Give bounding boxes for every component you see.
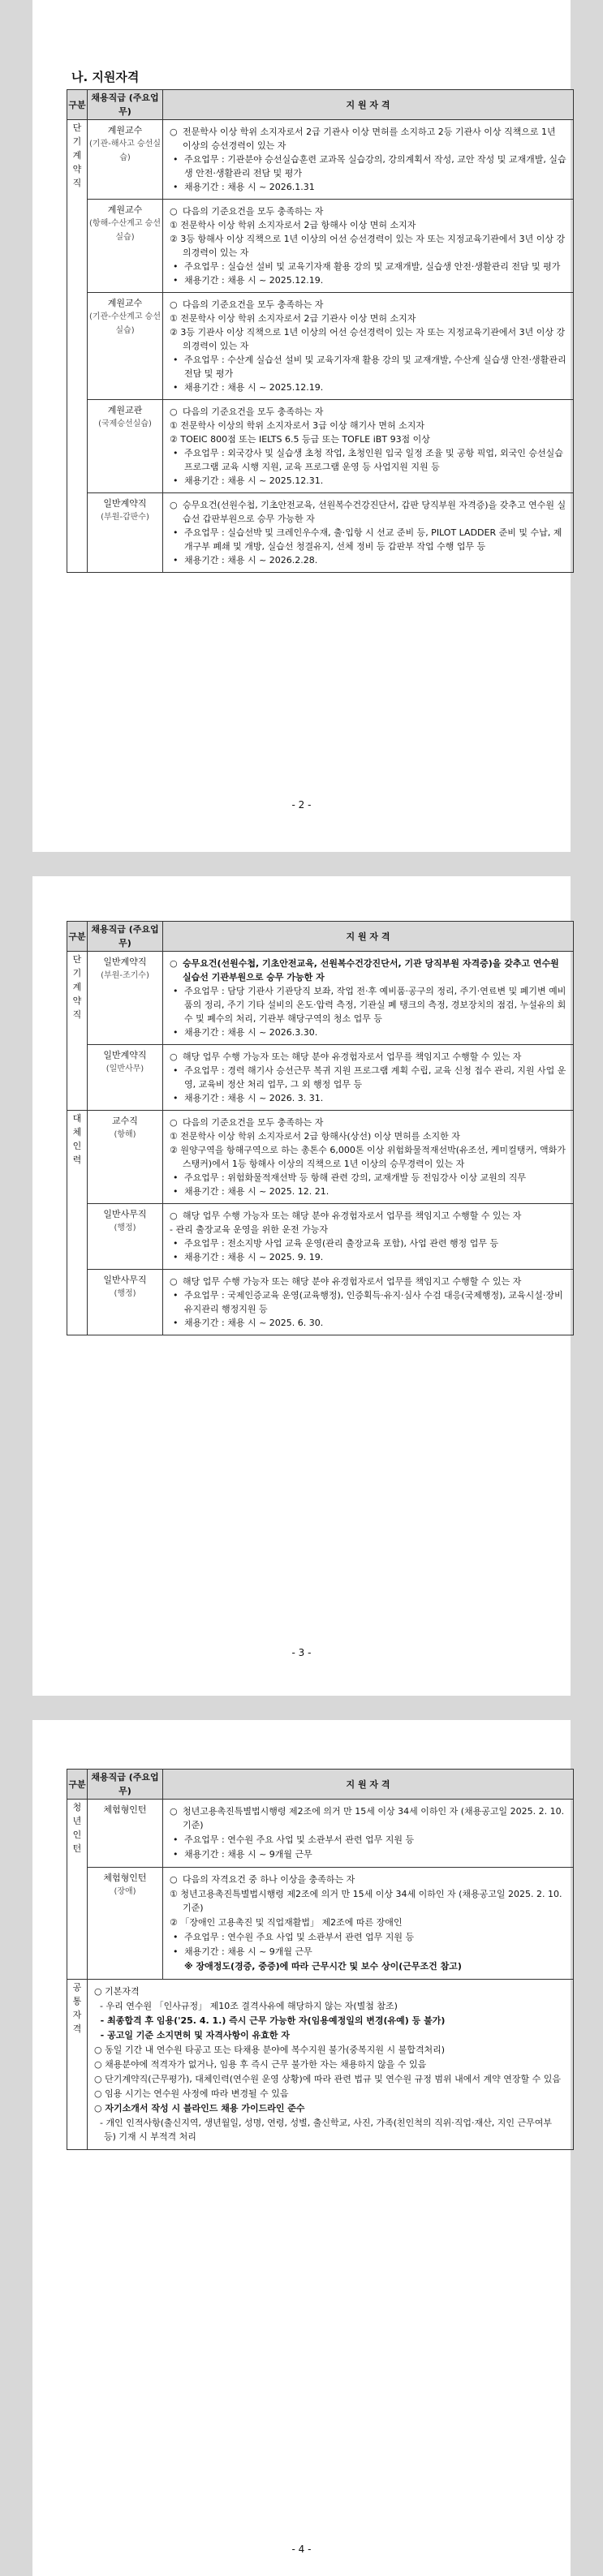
requirement-line: ① 전문학사 이상 학위 소지자로서 2급 항해사(상선) 이상 면허를 소지한 자 [170,1131,460,1142]
category-char: 인 [72,1141,82,1151]
common-requirement-line: - 공고일 기준 소지면허 및 자격사항이 유효한 자 [94,2030,290,2041]
requirement-text: 해당 업무 수행 가능자 또는 해당 분야 유경험자로서 업무를 책임지고 수행할 수 있는 자 [183,1051,522,1062]
header-category: 구분 [67,90,88,120]
circle-marker-icon: ○ [170,958,178,969]
page-number: - 4 - [291,2544,312,2555]
category-char: 청 [72,1802,82,1813]
requirement-text: 채용기간 : 채용 시 ~ 2025.12.31. [184,475,324,486]
circle-marker-icon: ○ [170,406,178,417]
requirement-bullet [170,1847,566,1861]
common-requirement-line: ○ 채용분야에 적격자가 없거나, 임용 후 즉시 근무 불가한 자는 채용하지 않을 수 있음 [94,2059,427,2070]
requirement-heading [170,1116,566,1129]
position-cell [88,1045,163,1111]
requirements-table-1 [67,89,574,573]
requirement-text: 주요업무 : 국제인증교육 운영(교육행정), 인증획득·유지·심사 수검 대응(국제행정), 교육시설·장비 유지관리 행정지원 등 [184,1290,563,1314]
page-number: - 3 - [291,1647,312,1658]
common-qualification-cell [88,1980,574,2150]
circle-marker-icon: ○ [170,299,178,310]
position-title: 일반사무직 [103,1209,147,1219]
circle-marker-icon: ○ [170,1051,178,1062]
bullet-icon: • [173,1027,179,1038]
requirement-line: - 관리 출장교육 운영을 위한 운전 가능자 [170,1224,328,1235]
requirement-text: 다음의 기준요건을 모두 충족하는 자 [183,1117,324,1128]
common-requirement-line: - 우리 연수원 「인사규정」 제10조 결격사유에 해당하지 않는 자(별첨 참조) [94,2001,398,2011]
position-cell [88,200,163,293]
requirement-bullet [170,273,566,287]
position-subtitle: (항해-수산계고 승선실습) [89,219,161,242]
requirements-table-2 [67,921,574,1335]
bullet-icon: • [173,382,179,393]
category-char: 약 [72,164,82,174]
requirement-line: ② 원양구역을 항해구역으로 하는 총톤수 6,000톤 이상 위험화물적재선박(유조선, 케미컬탱커, 액화가스탱커)에서 1등 항해사 이상의 직책으로 1년 이상의 승무경력이 있는 자 [170,1145,566,1169]
common-requirement-line: ○ 임용 시기는 연수원 사정에 따라 변경될 수 있음 [94,2088,289,2099]
requirement-bullet [170,1185,566,1198]
requirement-bullet [170,984,566,1026]
page-2 [32,0,571,852]
requirement-bullet [170,1064,566,1091]
common-requirement-line: ○ 자기소개서 작성 시 블라인드 채용 가이드라인 준수 [94,2103,305,2114]
bullet-icon: • [173,527,179,538]
table-row [67,120,574,200]
requirement-text: 주요업무 : 연수원 주요 사업 및 소관부서 관련 업무 지원 등 [184,1932,415,1942]
requirement-bullet [170,553,566,567]
circle-marker-icon: ○ [170,1117,178,1128]
common-requirement-line: - 개인 인적사항(출신지역, 생년월일, 성명, 연령, 성별, 출신학교, 사진, 가족(친인척의 직위·직업·재산, 지인 근무여부 등) 기재 시 부적격 처리 [94,2118,555,2142]
position-subtitle: (행정) [114,1223,136,1232]
requirement-bullet [170,446,566,474]
category-char: 체 [72,1127,82,1137]
requirement-text: 채용기간 : 채용 시 ~ 2025. 9. 19. [184,1252,324,1262]
requirement-text: 채용기간 : 채용 시 ~ 2026.1.31 [184,182,315,192]
position-subtitle: (국제승선실습) [98,419,152,428]
position-title: 일반계약직 [103,1050,147,1060]
requirement-heading [170,1209,566,1223]
requirement-heading [170,298,566,312]
category-char: 기 [72,136,82,147]
position-subtitle: (부원-갑판수) [101,513,149,522]
bullet-icon: • [173,986,179,996]
requirement-heading [170,498,566,526]
section-title: 나. 지원자격 [71,70,140,84]
table-row [67,1270,574,1335]
requirement-text: 채용기간 : 채용 시 ~ 2025.12.19. [184,275,324,286]
requirement-text: 주요업무 : 연수원 주요 사업 및 소관부서 관련 업무 지원 등 [184,1834,415,1845]
circle-marker-icon: ○ [170,1806,178,1817]
common-requirement-line: ○ 단기계약직(근무평가), 대체인력(연수원 운영 상황)에 따라 관련 법규 및 연수원 규정 범위 내에서 계약 연장할 수 있음 [94,2074,561,2084]
position-cell [88,120,163,200]
qualification-cell [163,1800,574,1868]
bullet-icon: • [173,1834,179,1845]
category-cell [67,1800,88,1980]
requirement-text: 채용기간 : 채용 시 ~ 2025. 12. 21. [184,1186,329,1197]
bullet-icon: • [173,1946,179,1957]
requirements-table-3 [67,1769,574,2150]
position-cell [88,1111,163,1204]
table-row [67,1111,574,1204]
position-title: 일반사무직 [103,1275,147,1285]
position-title: 체험형인턴 [103,1804,147,1815]
requirement-text: 다음의 기준요건을 모두 충족하는 자 [183,406,324,417]
common-requirement-line: ○ 동일 기간 내 연수원 타공고 또는 타채용 분야에 복수지원 불가(중복지원 시 불합격처리) [94,2045,446,2055]
qualification-cell [163,293,574,400]
requirement-bullet [170,474,566,488]
position-title: 계원교수 [107,204,143,215]
bullet-icon: • [173,355,179,365]
category-char: 계 [72,150,82,161]
qualification-cell [163,1045,574,1111]
circle-marker-icon: ○ [170,500,178,510]
position-subtitle: (장애) [114,1887,136,1896]
requirement-text: 채용기간 : 채용 시 ~ 2026.3.30. [184,1027,318,1038]
requirement-text: 다음의 기준요건을 모두 충족하는 자 [183,299,324,310]
header-position: 채용직급 (주요업무) [88,922,163,952]
requirement-line: ② TOEIC 800점 또는 IELTS 6.5 등급 또는 TOFLE iBT 93점 이상 [170,434,430,445]
table-row [67,293,574,400]
requirement-heading [170,1050,566,1064]
requirement-line: ② 「장애인 고용촉진 및 직업재활법」 제2조에 따른 장애인 [170,1917,403,1928]
table-row [67,400,574,493]
requirement-line: ② 3등 항해사 이상 직책으로 1년 이상의 어선 승선경력이 있는 자 또는 지정교육기관에서 3년 이상 강의경력이 있는 자 [170,234,566,258]
qualification-cell [163,200,574,293]
position-cell [88,952,163,1045]
requirement-bullet [170,1930,566,1944]
qualification-cell [163,1111,574,1204]
table-row [67,1868,574,1980]
bullet-icon: • [173,1186,179,1197]
qualification-cell [163,1868,574,1980]
position-subtitle: (기관-수산계고 승선실습) [89,312,161,335]
requirement-text: 주요업무 : 전소지방 사업 교육 운영(관리 출장교육 포함), 사업 관련 행정 업무 등 [184,1238,499,1249]
position-title: 계원교관 [107,405,143,415]
requirement-line: ① 청년고용촉진특별법시행령 제2조에 의거 만 15세 이상 34세 이하인 자 (채용공고일 2025. 2. 10. 기준) [170,1889,562,1913]
category-char: 단 [72,954,82,965]
header-position: 채용직급 (주요업무) [88,1770,163,1800]
bullet-icon: • [173,555,179,566]
bullet-icon: • [173,1932,179,1942]
position-cell [88,400,163,493]
requirement-heading [170,1275,566,1288]
requirement-line: ② 3등 기관사 이상 직책으로 1년 이상의 어선 승선경력이 있는 자 또는 지정교육기관에서 3년 이상 강의경력이 있는 자 [170,327,566,351]
bullet-icon: • [173,1172,179,1183]
table-row [67,1204,574,1270]
requirement-text: 다음의 기준요건을 모두 충족하는 자 [183,206,324,217]
requirement-heading [170,1804,566,1832]
position-title: 일반계약직 [103,498,147,509]
requirement-text: 채용기간 : 채용 시 ~ 9개월 근무 [184,1849,312,1860]
requirement-text: 주요업무 : 외국강사 및 실습생 초청 작업, 초청인원 입국 일정 조율 및 공항 픽업, 외국인 승선실습 프로그램 교육 시행 지원, 교육 프로그램 운영 등 사업지원 지원 등 [184,448,563,472]
qualification-cell [163,400,574,493]
category-char: 기 [72,968,82,978]
table-row [67,493,574,573]
requirement-bullet [170,1171,566,1185]
bullet-icon: • [173,275,179,286]
category-char: 공 [72,1982,82,1993]
bullet-icon: • [173,448,179,458]
bullet-icon: • [173,1065,179,1076]
category-char: 턴 [72,1843,82,1854]
header-category: 구분 [67,1770,88,1800]
requirement-text: 주요업무 : 경력 해기사 승선근무 복귀 지원 프로그램 계획 수립, 교육 신청 접수 관리, 지원 사업 운영, 교육비 정산 처리 업무, 그 외 행정 업무 등 [184,1065,566,1090]
requirement-bullet [170,180,566,194]
position-subtitle: (항해) [114,1130,136,1139]
requirement-text: 청년고용촉진특별법시행령 제2조에 의거 만 15세 이상 34세 이하인 자 (채용공고일 2025. 2. 10. 기준) [183,1806,565,1830]
header-qualification: 지 원 자 격 [163,922,574,952]
requirement-bullet [170,1945,566,1959]
position-title: 교수직 [112,1116,138,1126]
circle-marker-icon: ○ [170,1276,178,1287]
position-cell [88,1868,163,1980]
circle-marker-icon: ○ [170,1211,178,1221]
requirement-bullet [170,381,566,394]
table-row [67,952,574,1045]
qualification-cell [163,952,574,1045]
position-subtitle: (일반사무) [106,1064,144,1073]
position-subtitle: (부원-조기수) [101,971,149,980]
page-3 [32,876,571,1696]
requirement-text: 승무요건(선원수첩, 기초안전교육, 선원복수건강진단서, 기관 당직부원 자격증)을 갖추고 연수원 실습선 기관부원으로 승무 가능한 자 [183,958,559,983]
requirement-heading [170,1873,566,1886]
qualification-cell [163,120,574,200]
requirement-heading [170,405,566,419]
requirement-bullet [170,260,566,273]
requirement-text: 채용기간 : 채용 시 ~ 2025. 6. 30. [184,1318,324,1328]
requirement-line: ① 전문학사 이상의 학위 소지자로서 3급 이상 해기사 면허 소지자 [170,420,424,431]
circle-marker-icon: ○ [170,1874,178,1885]
common-requirement-line: ○ 기본자격 [94,1986,140,1997]
requirement-bullet [170,526,566,553]
category-char: 인 [72,1830,82,1840]
bullet-icon: • [173,1093,179,1103]
requirement-text: 채용기간 : 채용 시 ~ 2025.12.19. [184,382,324,393]
requirement-bullet [170,1236,566,1250]
page-4 [32,1720,571,2576]
position-cell [88,493,163,573]
requirement-bullet [170,153,566,180]
category-char: 단 [72,123,82,133]
bullet-icon: • [173,154,179,165]
table-row [67,1800,574,1868]
requirement-text: 주요업무 : 위험화물적재선박 등 항해 관련 강의, 교재개발 등 전임강사 이상 교원의 직무 [184,1172,527,1183]
requirement-text: 승무요건(선원수첩, 기초안전교육, 선원복수건강진단서, 갑판 당직부원 자격증)을 갖추고 연수원 실습선 갑판부원으로 승무 가능한 자 [183,500,566,524]
header-category: 구분 [67,922,88,952]
requirement-text: 해당 업무 수행 가능자 또는 해당 분야 유경험자로서 업무를 책임지고 수행할 수 있는 자 [183,1211,522,1221]
bullet-icon: • [173,1252,179,1262]
category-cell [67,1111,88,1335]
requirement-text: 주요업무 : 수산계 실습선 설비 및 교육기자재 활용 강의 및 교재개발, 수산계 실습생 안전·생활관리 전담 및 평가 [184,355,566,379]
category-char: 격 [72,2023,82,2034]
position-title: 체험형인턴 [103,1873,147,1883]
position-subtitle: (기관-해사고 승선실습) [89,140,161,162]
common-requirement-line: - 최종합격 후 임용('25. 4. 1.) 즉시 근무 가능한 자(임용예정일의 변경(유예) 등 불가) [94,2015,446,2026]
requirement-line: ※ 장애정도(경증, 중증)에 따라 근무시간 및 보수 상이(근무조건 참고) [184,1961,462,1972]
requirement-line: ① 전문학사 이상 학위 소지자로서 2급 항해사 이상 면허 소지자 [170,220,416,230]
requirement-bullet [170,1026,566,1039]
requirement-heading [170,125,566,153]
table-row [67,1045,574,1111]
requirement-text: 주요업무 : 기관분야 승선실습훈련 교과목 실습강의, 강의계획서 작성, 교안 작성 및 교재개발, 실습생 안전·생활관리 전담 및 평가 [184,154,566,178]
qualification-cell [163,1270,574,1335]
header-position: 채용직급 (주요업무) [88,90,163,120]
requirement-text: 전문학사 이상 학위 소지자로서 2급 기관사 이상 면허를 소지하고 2등 기관사 이상 직책으로 1년 이상의 승선경력이 있는 자 [183,127,556,151]
requirement-text: 채용기간 : 채용 시 ~ 2026. 3. 31. [184,1093,324,1103]
category-char: 직 [72,1009,82,1020]
bullet-icon: • [173,475,179,486]
bullet-icon: • [173,1849,179,1860]
requirement-text: 해당 업무 수행 가능자 또는 해당 분야 유경험자로서 업무를 책임지고 수행할 수 있는 자 [183,1276,522,1287]
requirement-bullet [170,1091,566,1105]
bullet-icon: • [173,1238,179,1249]
category-cell [67,1980,88,2150]
bullet-icon: • [173,1290,179,1301]
bullet-icon: • [173,182,179,192]
requirement-text: 채용기간 : 채용 시 ~ 2026.2.28. [184,555,318,566]
position-subtitle: (행정) [114,1289,136,1298]
category-cell [67,952,88,1111]
requirement-heading [170,204,566,218]
position-title: 계원교수 [107,125,143,135]
qualification-cell [163,1204,574,1270]
requirement-heading [170,957,566,984]
category-char: 대 [72,1113,82,1124]
requirement-text: 채용기간 : 채용 시 ~ 9개월 근무 [184,1946,312,1957]
requirement-bullet [170,1833,566,1847]
category-char: 통 [72,1996,82,2006]
requirement-line: ① 전문학사 이상 학위 소지자로서 2급 기관사 이상 면허 소지자 [170,313,416,324]
position-cell [88,1800,163,1868]
circle-marker-icon: ○ [170,206,178,217]
requirement-text: 주요업무 : 실습선박 및 크레인우수재, 출·입항 시 선교 준비 등, PILOT LADDER 준비 및 수납, 제 개구부 폐쇄 및 개방, 실습선 청결유지, 선체 정비 등 갑판부 작업 수행 업무 등 [184,527,562,552]
category-char: 력 [72,1155,82,1165]
category-char: 자 [72,2010,82,2020]
position-cell [88,293,163,400]
position-cell [88,1270,163,1335]
requirement-bullet [170,353,566,381]
requirement-text: 주요업무 : 실습선 설비 및 교육기자재 활용 강의 및 교재개발, 실습생 안전·생활관리 전담 및 평가 [184,261,561,272]
requirement-bullet [170,1316,566,1330]
category-cell [67,120,88,573]
bullet-icon: • [173,261,179,272]
circle-marker-icon: ○ [170,127,178,137]
table-row-common [67,1980,574,2150]
position-title: 일반계약직 [103,957,147,967]
requirement-bullet [170,1288,566,1316]
bullet-icon: • [173,1318,179,1328]
position-cell [88,1204,163,1270]
category-char: 계 [72,982,82,992]
category-char: 약 [72,996,82,1006]
qualification-cell [163,493,574,573]
table-row [67,200,574,293]
category-char: 직 [72,178,82,188]
header-qualification: 지 원 자 격 [163,90,574,120]
requirement-bullet [170,1250,566,1264]
position-title: 계원교수 [107,298,143,308]
page-number: - 2 - [291,799,312,811]
requirement-text: 다음의 자격요건 중 하나 이상을 충족하는 자 [183,1874,355,1885]
requirement-text: 주요업무 : 담당 기관사 기관당직 보좌, 작업 전·후 예비품·공구의 정리, 주기·연료변 및 폐기변 예비품의 정리, 주기 기타 설비의 온도·압력 측정, 기관실 폐 탱크의 측정, 경보장치의 점검, 누설유의 회수 및 폐수의 처리, 기관부 해당구역의 청소 업무 등 [184,986,566,1024]
header-qualification: 지 원 자 격 [163,1770,574,1800]
category-char: 년 [72,1816,82,1826]
